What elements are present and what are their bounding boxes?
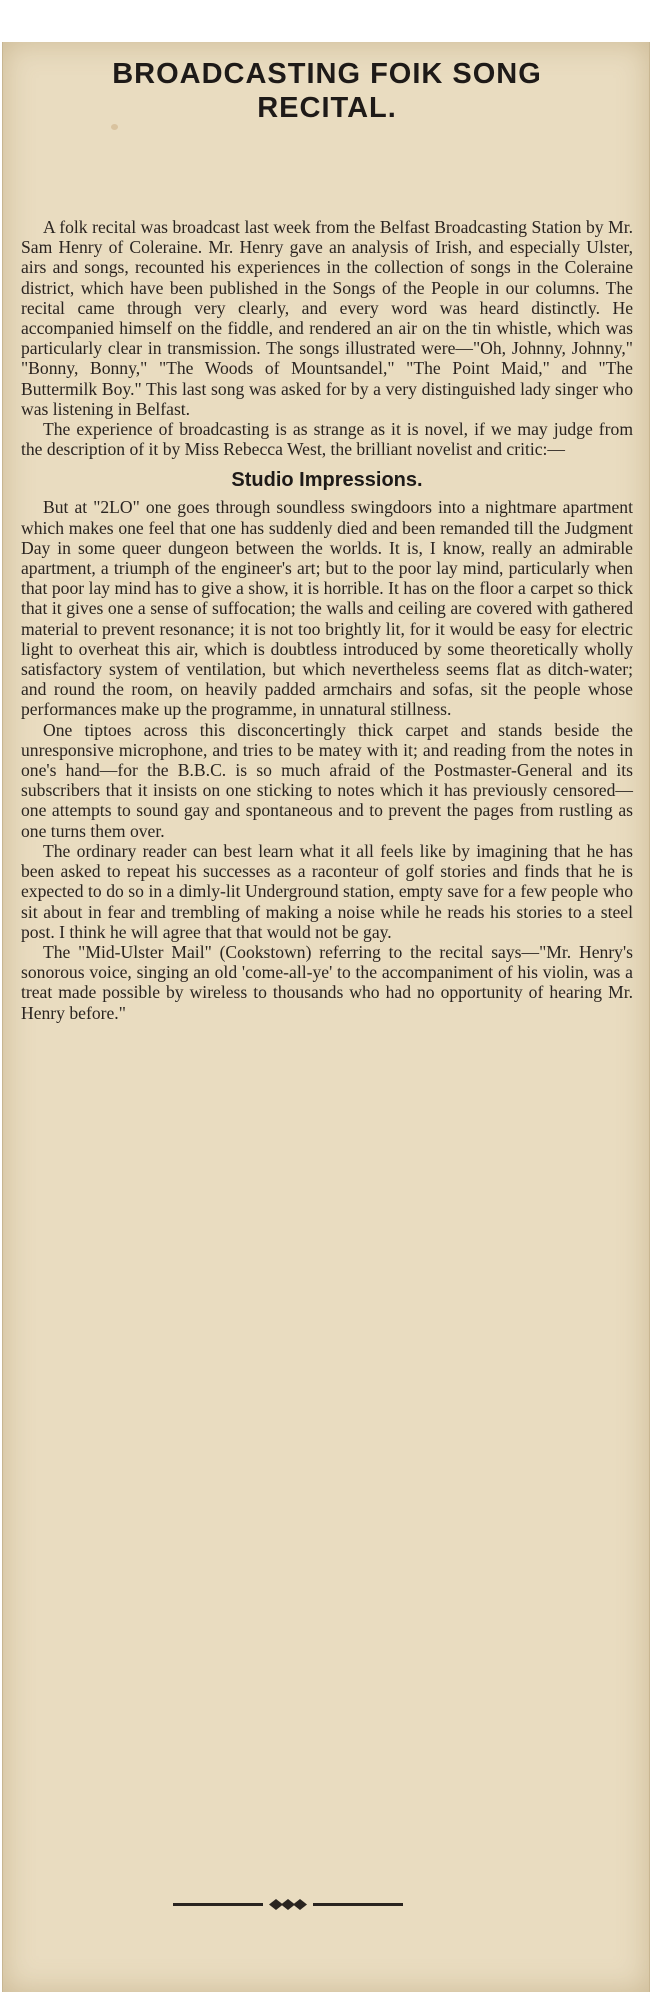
article-headline bbox=[21, 57, 633, 125]
paragraph-main-2: One tiptoes across this disconcertingly thick carpet and stands beside the unresponsive microphone, and tries to be matey with it; and reading from the notes in one's hand—for the B.B.C. is so much afraid of the Postmaster-General and its subscribers that it insists on one sticking to notes which it has previously censored—one attempts to sound gay and spontaneous and to prevent the pages from rustling as one turns them over. bbox=[21, 719, 633, 841]
section-subheading: Studio Impressions. bbox=[231, 469, 423, 492]
paragraph-main-3: The ordinary reader can best learn what it all feels like by imagining that he has been asked to repeat his successes as a raconteur of golf stories and finds that he is expected to do so in a dimly-lit Underground station, empty save for a few people who sit about in fear and trembling of making a noise while he reads his stories to a steel post. I think he will agree that that would not be gay. bbox=[21, 840, 633, 942]
headline-line-1: BROADCASTING FOIK SONG bbox=[112, 58, 542, 90]
paragraph-main-4: The "Mid-Ulster Mail" (Cookstown) referring to the recital says—"Mr. Henry's sonorous voice, singing an old 'come-all-ye' to the accompaniment of his violin, was a treat made possible by wireless to thousands who had no opportunity of hearing Mr. Henry before." bbox=[21, 941, 633, 1023]
paragraph-intro-1: A folk recital was broadcast last week from the Belfast Broadcasting Station by Mr. Sam Henry of Coleraine. Mr. Henry gave an analysis of Irish, and especially Ulster, airs and songs, recounted his experiences in the collection of songs in the Coleraine district, which have been published in the Songs of the People in our columns. The recital came through very clearly, and every word was heard distinctly. He accompanied himself on the fiddle, and rendered an air on the tin whistle, which was particularly clear in transmission. The songs illustrated were—"Oh, Johnny, Johnny," "Bonny, Bonny," "The Woods of Mountsandel," "The Point Maid," and "The Buttermilk Boy." This last song was asked for by a very distinguished lady singer who was listening in Belfast. bbox=[21, 217, 633, 419]
end-ornament bbox=[173, 1897, 403, 1913]
paragraph-main-1: But at "2LO" one goes through soundless swingdoors into a nightmare apartment which makes one feel that one has suddenly died and been remanded till the Judgment Day in some queer dungeon between the worlds. It is, I know, really an admirable apartment, a triumph of the engineer's art; but to the poor lay mind, particularly when that poor lay mind has to give a show, it is horrible. It has on the floor a carpet so thick that it gives one a sense of suffocation; the walls and ceiling are covered with gathered material to prevent resonance; it is not too brightly lit, for it would be easy for electric light to overheat this air, which is doubtless introduced by some theoretically wholly satisfactory system of ventilation, but which nevertheless seems flat as ditch-water; and round the room, on heavily padded armchairs and sofas, sit the people whose performances make up the programme, in unnatural stillness. bbox=[21, 497, 633, 720]
paragraph-intro-2: The experience of broadcasting is as strange as it is novel, if we may judge from the description of it by Miss Rebecca West, the brilliant novelist and critic:— bbox=[21, 419, 633, 460]
article-column bbox=[21, 42, 633, 1023]
article-body bbox=[21, 217, 633, 1023]
newspaper-clipping bbox=[2, 42, 650, 1992]
headline-line-2: RECITAL. bbox=[257, 92, 397, 124]
